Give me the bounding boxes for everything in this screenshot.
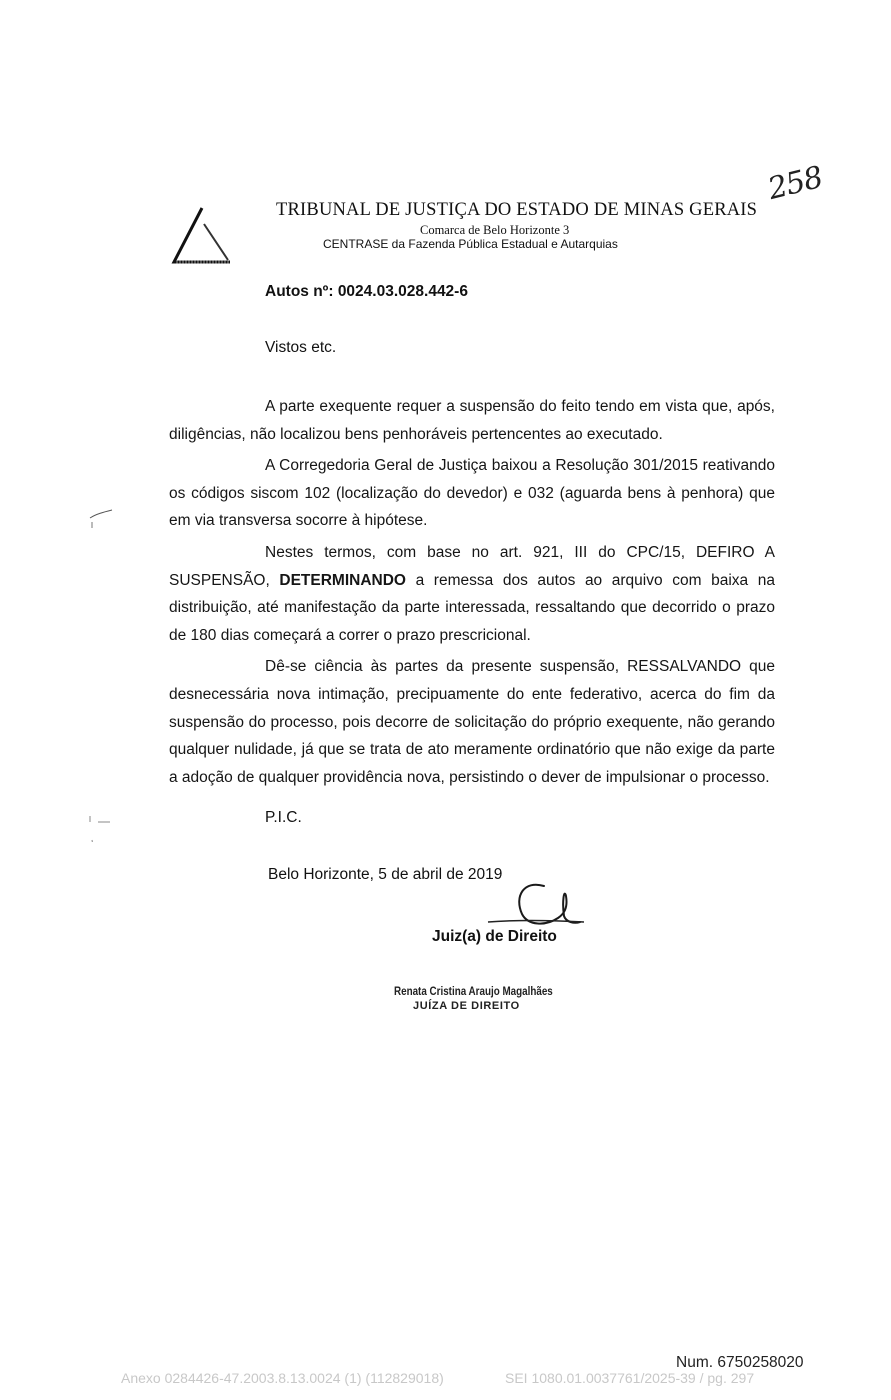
centrase-label: CENTRASE da Fazenda Pública Estadual e Autarquias — [323, 237, 618, 251]
annex-reference: Anexo 0284426-47.2003.8.13.0024 (1) (112829018) — [121, 1370, 444, 1386]
sei-reference: SEI 1080.01.0037761/2025-39 / pg. 297 — [505, 1370, 755, 1386]
paragraph-2: A Corregedoria Geral de Justiça baixou a Resolução 301/2015 reativando os códigos siscom 102 (localização do devedor) e 032 (aguarda bens à penhora) que em via transversa socorre à hipótese. — [169, 457, 775, 530]
paragraph-3-start: Nestes termos, com base no art. 921, III do CPC/15, DEFIRO A SUSPENSÃO, — [169, 543, 775, 589]
comarca-label: Comarca de Belo Horizonte 3 — [420, 223, 570, 237]
court-name: TRIBUNAL DE JUSTIÇA DO ESTADO DE MINAS GERAIS — [276, 200, 758, 220]
opening-line: Vistos etc. — [265, 339, 337, 356]
paragraph-1: A parte exequente requer a suspensão do feito tendo em vista que, após, diligências, não localizou bens penhoráveis pertencentes ao executado. — [169, 398, 775, 443]
margin-scribble — [88, 502, 118, 532]
paragraph-3-end: a remessa dos autos ao arquivo com baixa na distribuição, até manifestação da parte interessada, ressaltando que decorrido o prazo de 180 dias começará a correr o prazo prescricional. — [169, 571, 775, 644]
case-number: Autos nº: 0024.03.028.442-6 — [265, 283, 468, 300]
document-number: Num. 6750258020 — [676, 1354, 804, 1371]
decision-body — [169, 393, 775, 791]
closing-pic: P.I.C. — [265, 809, 302, 826]
handwritten-page-number: 258 — [764, 159, 826, 208]
margin-scribble — [88, 812, 118, 842]
judge-stamp-name: Renata Cristina Araujo Magalhães — [394, 984, 553, 998]
judge-stamp-role: JUÍZA DE DIREITO — [413, 1000, 520, 1012]
judge-title: Juiz(a) de Direito — [432, 928, 557, 945]
paragraph-3-bold: DETERMINANDO — [279, 571, 406, 589]
paragraph-3 — [169, 539, 775, 649]
city-date: Belo Horizonte, 5 de abril de 2019 — [268, 866, 503, 883]
court-logo — [168, 204, 236, 268]
paragraph-4: Dê-se ciência às partes da presente suspensão, RESSALVANDO que desnecessária nova intimação, precipuamente do ente federativo, acerca do fim da suspensão do processo, pois decorre de solicitação do próprio exequente, não gerando qualquer nulidade, já que se trata de ato meramente ordinatório que não exige da parte a adoção de qualquer providência nova, persistindo o dever de impulsionar o processo. — [169, 658, 775, 786]
